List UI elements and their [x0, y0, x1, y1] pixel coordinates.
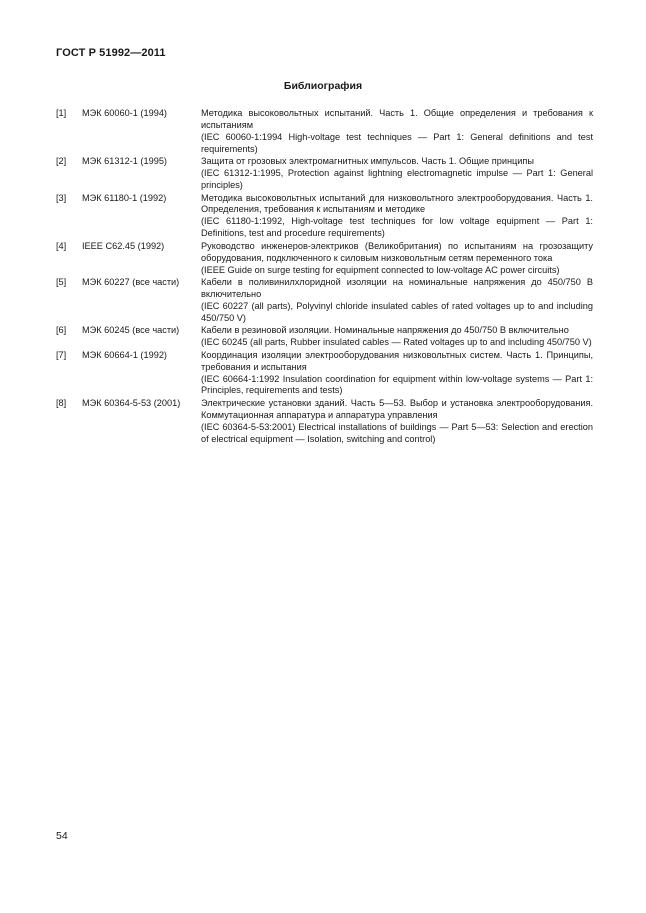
- page-number: 54: [56, 830, 68, 842]
- entry-title-en: (IEEE Guide on surge testing for equipment connected to low-voltage AC power circuits): [201, 264, 560, 275]
- entry-title-en: (IEC 60227 (all parts), Polyvinyl chloride insulated cables of rated voltages up to and including 450/750 V): [201, 300, 593, 323]
- bibliography-entry: [56, 350, 593, 398]
- entry-standard: МЭК 60227 (все части): [82, 277, 180, 288]
- entry-number: [7]: [56, 349, 67, 360]
- bibliography-entry: [56, 156, 593, 192]
- entry-title-ru: Методика высоковольтных испытаний для низковольтного электрооборудования. Часть 1. Определения, требования к испытаниям и методике: [201, 192, 593, 215]
- entry-title-en: (IEC 60245 (all parts, Rubber insulated cables — Rated voltages up to and including 450/750 V): [201, 337, 592, 348]
- bibliography-list: [56, 108, 593, 446]
- entry-standard: МЭК 60245 (все части): [82, 325, 180, 336]
- entry-description: [201, 241, 593, 277]
- entry-title-en: (IEC 61312-1:1995, Protection against lightning electromagnetic impulse — Part 1: General principles): [201, 168, 593, 191]
- bibliography-entry: [56, 193, 593, 241]
- entry-title-en: (IEC 60060-1:1994 High-voltage test techniques — Part 1: General definitions and test requirements): [201, 131, 593, 154]
- entry-title-ru: Руководство инженеров-электриков (Великобритания) по испытаниям на грозозащиту оборудования, подключенного к силовым низковольтным сетям переменного тока: [201, 240, 593, 263]
- entry-description: [201, 398, 593, 446]
- entry-standard: IEEE C62.45 (1992): [82, 240, 165, 251]
- entry-standard: МЭК 60664-1 (1992): [82, 349, 167, 360]
- entry-description: [201, 108, 593, 156]
- entry-title-ru: Кабели в резиновой изоляции. Номинальные напряжения до 450/750 В включительно: [201, 325, 569, 336]
- bibliography-entry: [56, 325, 593, 349]
- entry-description: [201, 156, 593, 192]
- entry-number: [1]: [56, 108, 67, 118]
- entry-title-ru: Кабели в поливинилхлоридной изоляции на номинальные напряжения до 450/750 В включительно: [201, 277, 593, 299]
- section-title: Библиография: [283, 80, 363, 92]
- entry-number: [5]: [56, 277, 67, 288]
- document-standard-id: ГОСТ Р 51992—2011: [56, 47, 166, 59]
- entry-description: [201, 350, 593, 398]
- bibliography-entry: [56, 108, 593, 156]
- entry-number: [2]: [56, 156, 67, 167]
- entry-title-ru: Координация изоляции электрооборудования низковольтных систем. Часть 1. Принципы, требования и испытания: [201, 349, 593, 372]
- entry-number: [6]: [56, 325, 67, 336]
- bibliography-entry: [56, 277, 593, 325]
- entry-title-ru: Электрические установки зданий. Часть 5—53. Выбор и установка электрооборудования. Коммутационная аппаратура и аппаратура управления: [201, 397, 593, 420]
- entry-standard: МЭК 60364-5-53 (2001): [82, 397, 181, 408]
- entry-title-en: (IEC 61180-1:1992, High-voltage test techniques for low voltage equipment — Part 1: Definitions, test and procedure requirements): [201, 216, 593, 239]
- entry-title-en: (IEC 60364-5-53:2001) Electrical installations of buildings — Part 5—53: Selection and erection of electrical equipment — Isolation, switching and control): [201, 421, 593, 444]
- entry-number: [3]: [56, 192, 67, 203]
- entry-number: [4]: [56, 240, 67, 251]
- entry-description: [201, 277, 593, 325]
- entry-title-ru: Методика высоковольтных испытаний. Часть 1. Общие определения и требования к испытаниям: [201, 108, 593, 130]
- entry-title-ru: Защита от грозовых электромагнитных импульсов. Часть 1. Общие принципы: [201, 156, 534, 167]
- entry-standard: МЭК 60060-1 (1994): [82, 108, 167, 118]
- entry-title-en: (IEC 60664-1:1992 Insulation coordination for equipment within low-voltage systems — Part 1: Principles, requirements and tests): [201, 373, 593, 396]
- bibliography-entry: [56, 398, 593, 446]
- entry-description: [201, 193, 593, 241]
- entry-standard: МЭК 61180-1 (1992): [82, 192, 167, 203]
- bibliography-entry: [56, 241, 593, 277]
- entry-number: [8]: [56, 397, 67, 408]
- entry-description: [201, 325, 593, 349]
- entry-standard: МЭК 61312-1 (1995): [82, 156, 167, 167]
